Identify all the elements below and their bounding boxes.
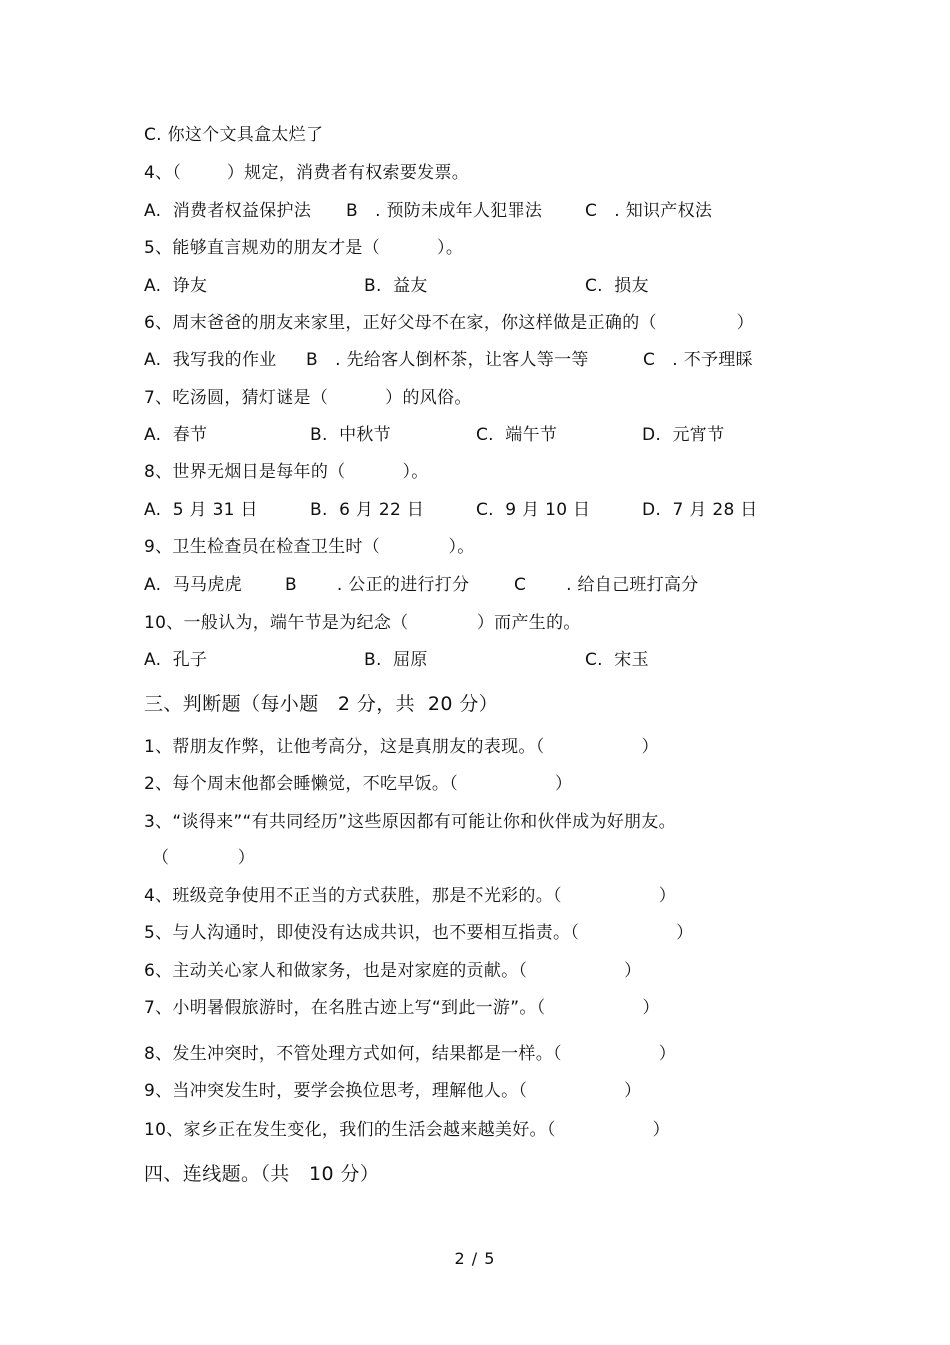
judge-item-3: 3、“谈得来”“有共同经历”这些原因都有可能让你和伙伴成为好朋友。 [144,812,676,832]
question-6: 6、周末爸爸的朋友来家里，正好父母不在家，你这样做是正确的（ ） [144,313,754,333]
question-10: 10、一般认为，端午节是为纪念（ ）而产生的。 [144,613,581,633]
q10-option-c: C. 宋玉 [585,650,649,670]
q7-option-b: B. 中秋节 [310,425,391,445]
q6-option-b: B . 先给客人倒杯茶，让客人等一等 [306,350,589,370]
q4-option-a: A. 消费者权益保护法 [144,201,312,221]
q10-option-a: A. 孔子 [144,650,208,670]
section-3-title: 三、判断题（每小题 2 分，共 20 分） [144,693,499,715]
judge-item-10: 10、家乡正在发生变化，我们的生活会越来越美好。（ ） [144,1120,670,1140]
q9-option-a: A. 马马虎虎 [144,575,242,595]
page-number: 2 / 5 [454,1249,496,1268]
q6-option-a: A. 我写我的作业 [144,350,277,370]
q9-option-c: C . 给自己班打高分 [514,575,699,595]
q8-option-a: A. 5 月 31 日 [144,500,258,520]
judge-item-2: 2、每个周末他都会睡懒觉，不吃早饭。（ ） [144,774,573,794]
judge-item-9: 9、当冲突发生时，要学会换位思考，理解他人。（ ） [144,1081,642,1101]
question-7: 7、吃汤圆，猜灯谜是（ ）的风俗。 [144,388,472,408]
section-4-title: 四、连线题。（共 10 分） [144,1163,380,1185]
question-4: 4、（ ）规定，消费者有权索要发票。 [144,163,470,183]
question-5: 5、能够直言规劝的朋友才是（ ）。 [144,238,464,258]
q10-option-b: B. 屈原 [364,650,428,670]
q5-option-c: C. 损友 [585,276,649,296]
q6-option-c: C . 不予理睬 [643,350,753,370]
q4-option-c: C . 知识产权法 [585,201,713,221]
question-8: 8、世界无烟日是每年的（ ）。 [144,462,429,482]
q5-option-b: B. 益友 [364,276,428,296]
judge-item-4: 4、班级竞争使用不正当的方式获胜，那是不光彩的。（ ） [144,886,677,906]
q4-option-b: B . 预防未成年人犯罪法 [346,201,543,221]
judge-item-5: 5、与人沟通时，即使没有达成共识，也不要相互指责。（ ） [144,923,694,943]
option-line-c: C. 你这个文具盒太烂了 [144,125,324,145]
q7-option-c: C. 端午节 [476,425,558,445]
judge-item-7: 7、小明暑假旅游时，在名胜古迹上写“到此一游”。（ ） [144,998,660,1018]
q9-option-b: B . 公正的进行打分 [285,575,470,595]
judge-item-3-answer: （ ） [152,848,256,868]
judge-item-1: 1、帮朋友作弊，让他考高分，这是真朋友的表现。（ ） [144,737,659,757]
q7-option-a: A. 春节 [144,425,208,445]
judge-item-6: 6、主动关心家人和做家务，也是对家庭的贡献。（ ） [144,961,642,981]
q8-option-c: C. 9 月 10 日 [476,500,591,520]
q8-option-d: D. 7 月 28 日 [642,500,758,520]
question-9: 9、卫生检查员在检查卫生时（ ）。 [144,537,475,557]
q8-option-b: B. 6 月 22 日 [310,500,425,520]
judge-item-8: 8、发生冲突时，不管处理方式如何，结果都是一样。（ ） [144,1044,677,1064]
q7-option-d: D. 元宵节 [642,425,725,445]
q5-option-a: A. 诤友 [144,276,208,296]
